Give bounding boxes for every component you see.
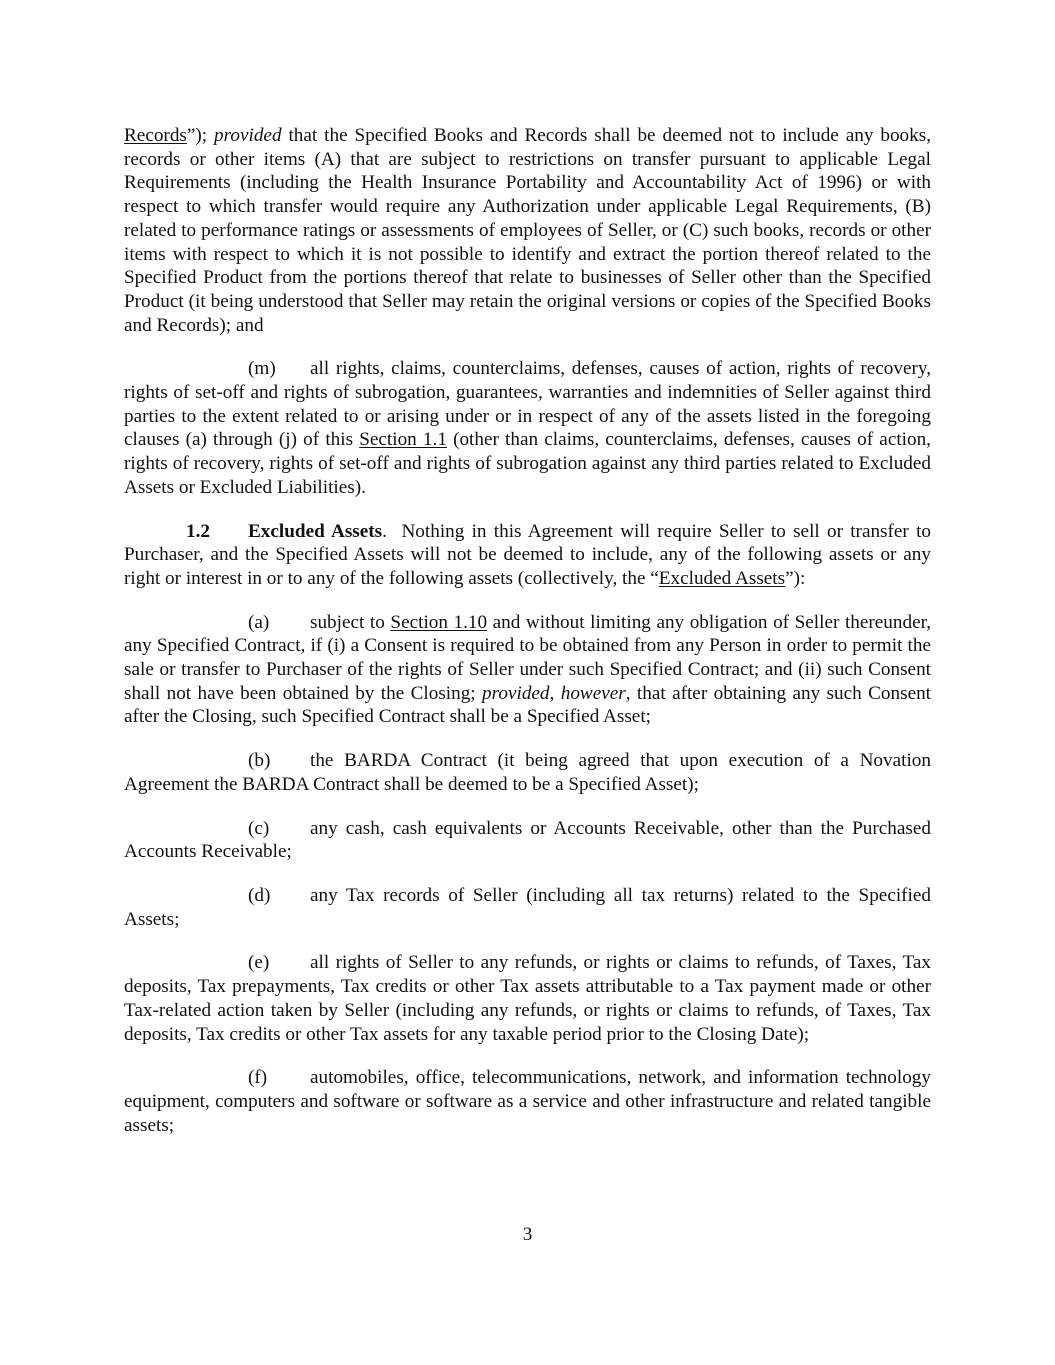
clause-label: (d) [248, 884, 271, 906]
clause-label: (m) [248, 358, 276, 380]
spacer [124, 591, 931, 611]
section-1-2: 1.2 Excluded Assets. Nothing in this Agreement will require Seller to sell or transfer to Purchaser, and the Specified Assets will not be deemed to include, any of the following assets or any right or interest in or to any of the following assets (collectively, the “Excluded Assets”): [124, 520, 936, 589]
section-number: 1.2 [186, 520, 210, 542]
clause-f: (f) automobiles, office, telecommunications, network, and information technology equipment, computers and software or software as a service and other infrastructure and related tangible assets; [124, 1067, 931, 1136]
document-page [124, 124, 936, 1137]
clause-label: (f) [248, 1067, 268, 1089]
clause-label: (b) [248, 750, 271, 772]
clause-label: (a) [248, 611, 270, 633]
clause-label: (c) [248, 817, 270, 839]
spacer [124, 931, 931, 951]
continuation-paragraph: Records”); provided that the Specified Books and Records shall be deemed not to include any books, records or other items (A) that are subject to restrictions on transfer pursuant to applicable Legal Requirements (including the Health Insurance Portability and Accountability Act of 1996) or with respect to which transfer would require any Authorization under applicable Legal Requirements, (B) related to performance ratings or assessments of employees of Seller, or (C) such books, records or other items with respect to which it is not possible to identify and extract the portion thereof related to the Specified Product from the portions thereof that relate to businesses of Seller other than the Specified Product (it being understood that Seller may retain the original versions or copies of the Specified Books and Records); and [124, 125, 931, 336]
clause-d: (d) any Tax records of Seller (including all tax returns) related to the Specified Assets; [124, 884, 931, 930]
defined-term-records: Records [124, 125, 187, 146]
clause-label: (e) [248, 952, 270, 974]
spacer [124, 337, 931, 357]
spacer [124, 797, 931, 817]
clause-e: (e) all rights of Seller to any refunds, or rights or claims to refunds, of Taxes, Tax deposits, Tax prepayments, Tax credits or other Tax assets attributable to a Tax payment made or other Tax-related action taken by Seller (including any refunds, or rights or claims to refunds, of Taxes, Tax deposits, Tax credits or other Tax assets for any taxable period prior to the Closing Date); [124, 952, 931, 1045]
section-heading: Excluded Assets [248, 520, 383, 542]
clause-c: (c) any cash, cash equivalents or Accounts Receivable, other than the Purchased Accounts Receivable; [124, 817, 931, 863]
italic-provided: provided [214, 125, 282, 146]
section-1-10-reference[interactable]: Section 1.10 [390, 611, 488, 633]
defined-term-excluded-assets: Excluded Assets [658, 567, 786, 589]
clause-a: (a) subject to Section 1.10 and without limiting any obligation of Seller thereunder, any Specified Contract, if (i) a Consent is required to be obtained from any Person in order to permit the sale or transfer to Purchaser of the rights of Seller under such Specified Contract; and (ii) such Consent shall not have been obtained by the Closing; provided, however, that after obtaining any such Consent after the Closing, such Specified Contract shall be a Specified Asset; [124, 611, 932, 728]
spacer [124, 864, 931, 884]
spacer [124, 729, 931, 749]
spacer [124, 1046, 931, 1066]
clause-m: (m) all rights, claims, counterclaims, defenses, causes of action, rights of recovery, rights of set-off and rights of subrogation, guarantees, warranties and indemnities of Seller against third parties to the extent related to or arising under or in respect of any of the assets listed in the foregoing clauses (a) through (j) of this Section 1.1 (other than claims, counterclaims, defenses, causes of action, rights of recovery, rights of set-off and rights of subrogation against any third parties related to Excluded Assets or Excluded Liabilities). [124, 358, 931, 498]
page-number: 3 [522, 1224, 533, 1245]
clause-b: (b) the BARDA Contract (it being agreed that upon execution of a Novation Agreement the BARDA Contract shall be deemed to be a Specified Asset); [124, 750, 931, 795]
section-1-1-reference[interactable]: Section 1.1 [359, 429, 447, 451]
spacer [124, 500, 931, 520]
